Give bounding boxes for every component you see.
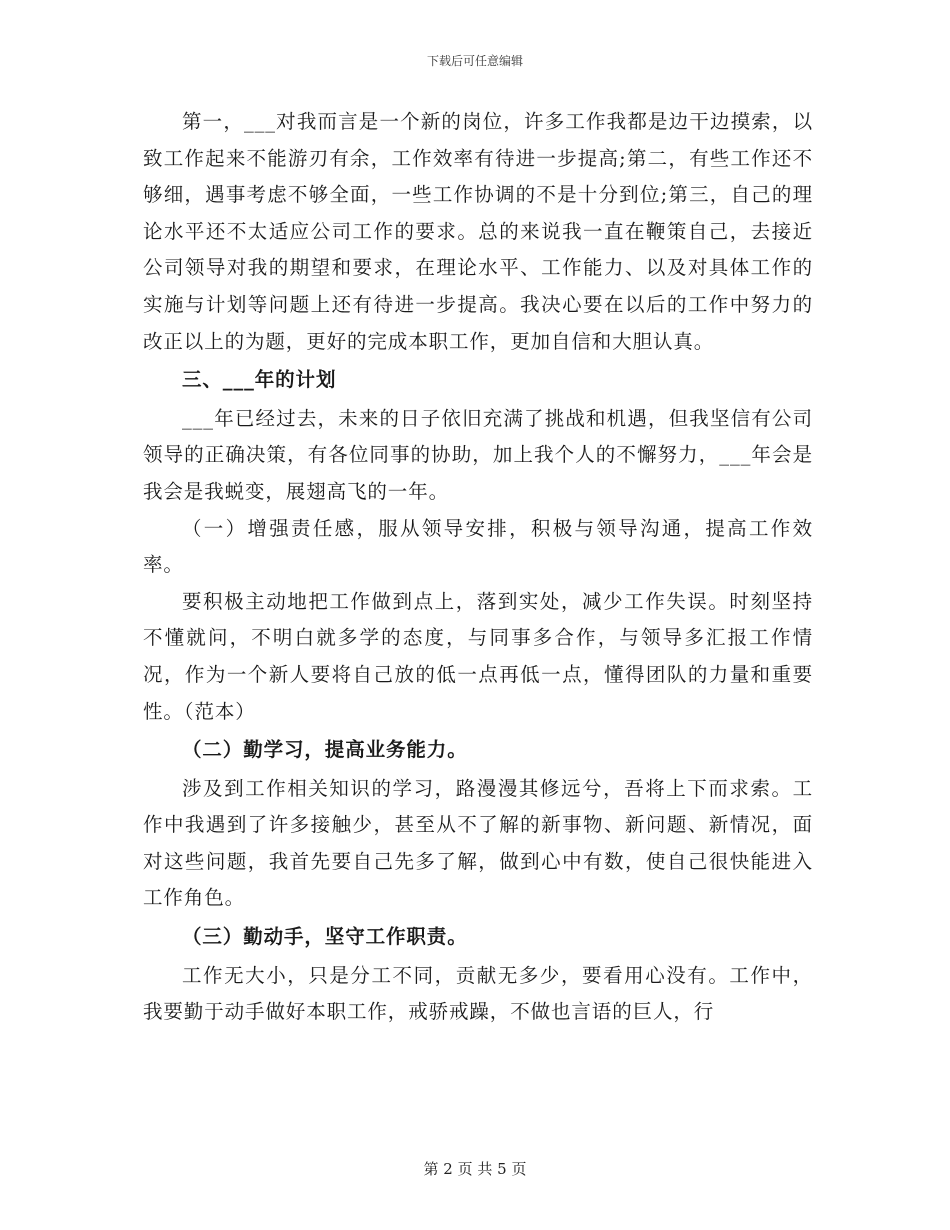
paragraph-shortcomings: 第一，___对我而言是一个新的岗位，许多工作我都是边干边摸索，以致工作起来不能游刃有余，工作效率有待进一步提高;第二，有些工作还不够细，遇事考虑不够全面，一些工作协调的不是十分到位;第三，自己的理论水平还不太适应公司工作的要求。总的来说我一直在鞭策自己，去接近公司领导对我的期望和要求，在理论水平、工作能力、以及对具体工作的实施与计划等问题上还有待进一步提高。我决心要在以后的工作中努力的改正以上的为题，更好的完成本职工作，更加自信和大胆认真。: [143, 110, 813, 353]
subheading-responsibility: （一）增强责任感，服从领导安排，积极与领导沟通，提高工作效率。: [143, 516, 813, 577]
subheading-diligence: （三）勤动手，坚守工作职责。: [182, 925, 468, 949]
paragraph-responsibility: 要积极主动地把工作做到点上，落到实处，减少工作失误。时刻坚持不懂就问，不明白就多学的态度，与同事多合作，与领导多汇报工作情况，作为一个新人要将自己放的低一点再低一点，懂得团队的力量和重要性。（范本）: [143, 589, 813, 723]
document-body: [143, 104, 813, 1031]
paragraph-diligence: 工作无大小，只是分工不同，贡献无多少，要看用心没有。工作中，我要勤于动手做好本职工作，戒骄戒躁，不做也言语的巨人，行: [143, 963, 813, 1024]
subheading-learning: （二）勤学习，提高业务能力。: [182, 738, 468, 762]
page-footer: 第 2 页 共 5 页: [423, 1160, 527, 1178]
paragraph-plan-intro: ___年已经过去，未来的日子依旧充满了挑战和机遇，但我坚信有公司领导的正确决策，有各位同事的协助，加上我个人的不懈努力，___年会是我会是我蜕变，展翅高飞的一年。: [143, 406, 813, 503]
section-heading-plan: 三、___年的计划: [182, 368, 337, 392]
paragraph-learning: 涉及到工作相关知识的学习，路漫漫其修远兮，吾将上下而求索。工作中我遇到了许多接触少，甚至从不了解的新事物、新问题、新情况，面对这些问题，我首先要自己先多了解，做到心中有数，使自己很快能进入工作角色。: [143, 776, 813, 910]
page-header: 下载后可任意编辑: [426, 54, 523, 68]
